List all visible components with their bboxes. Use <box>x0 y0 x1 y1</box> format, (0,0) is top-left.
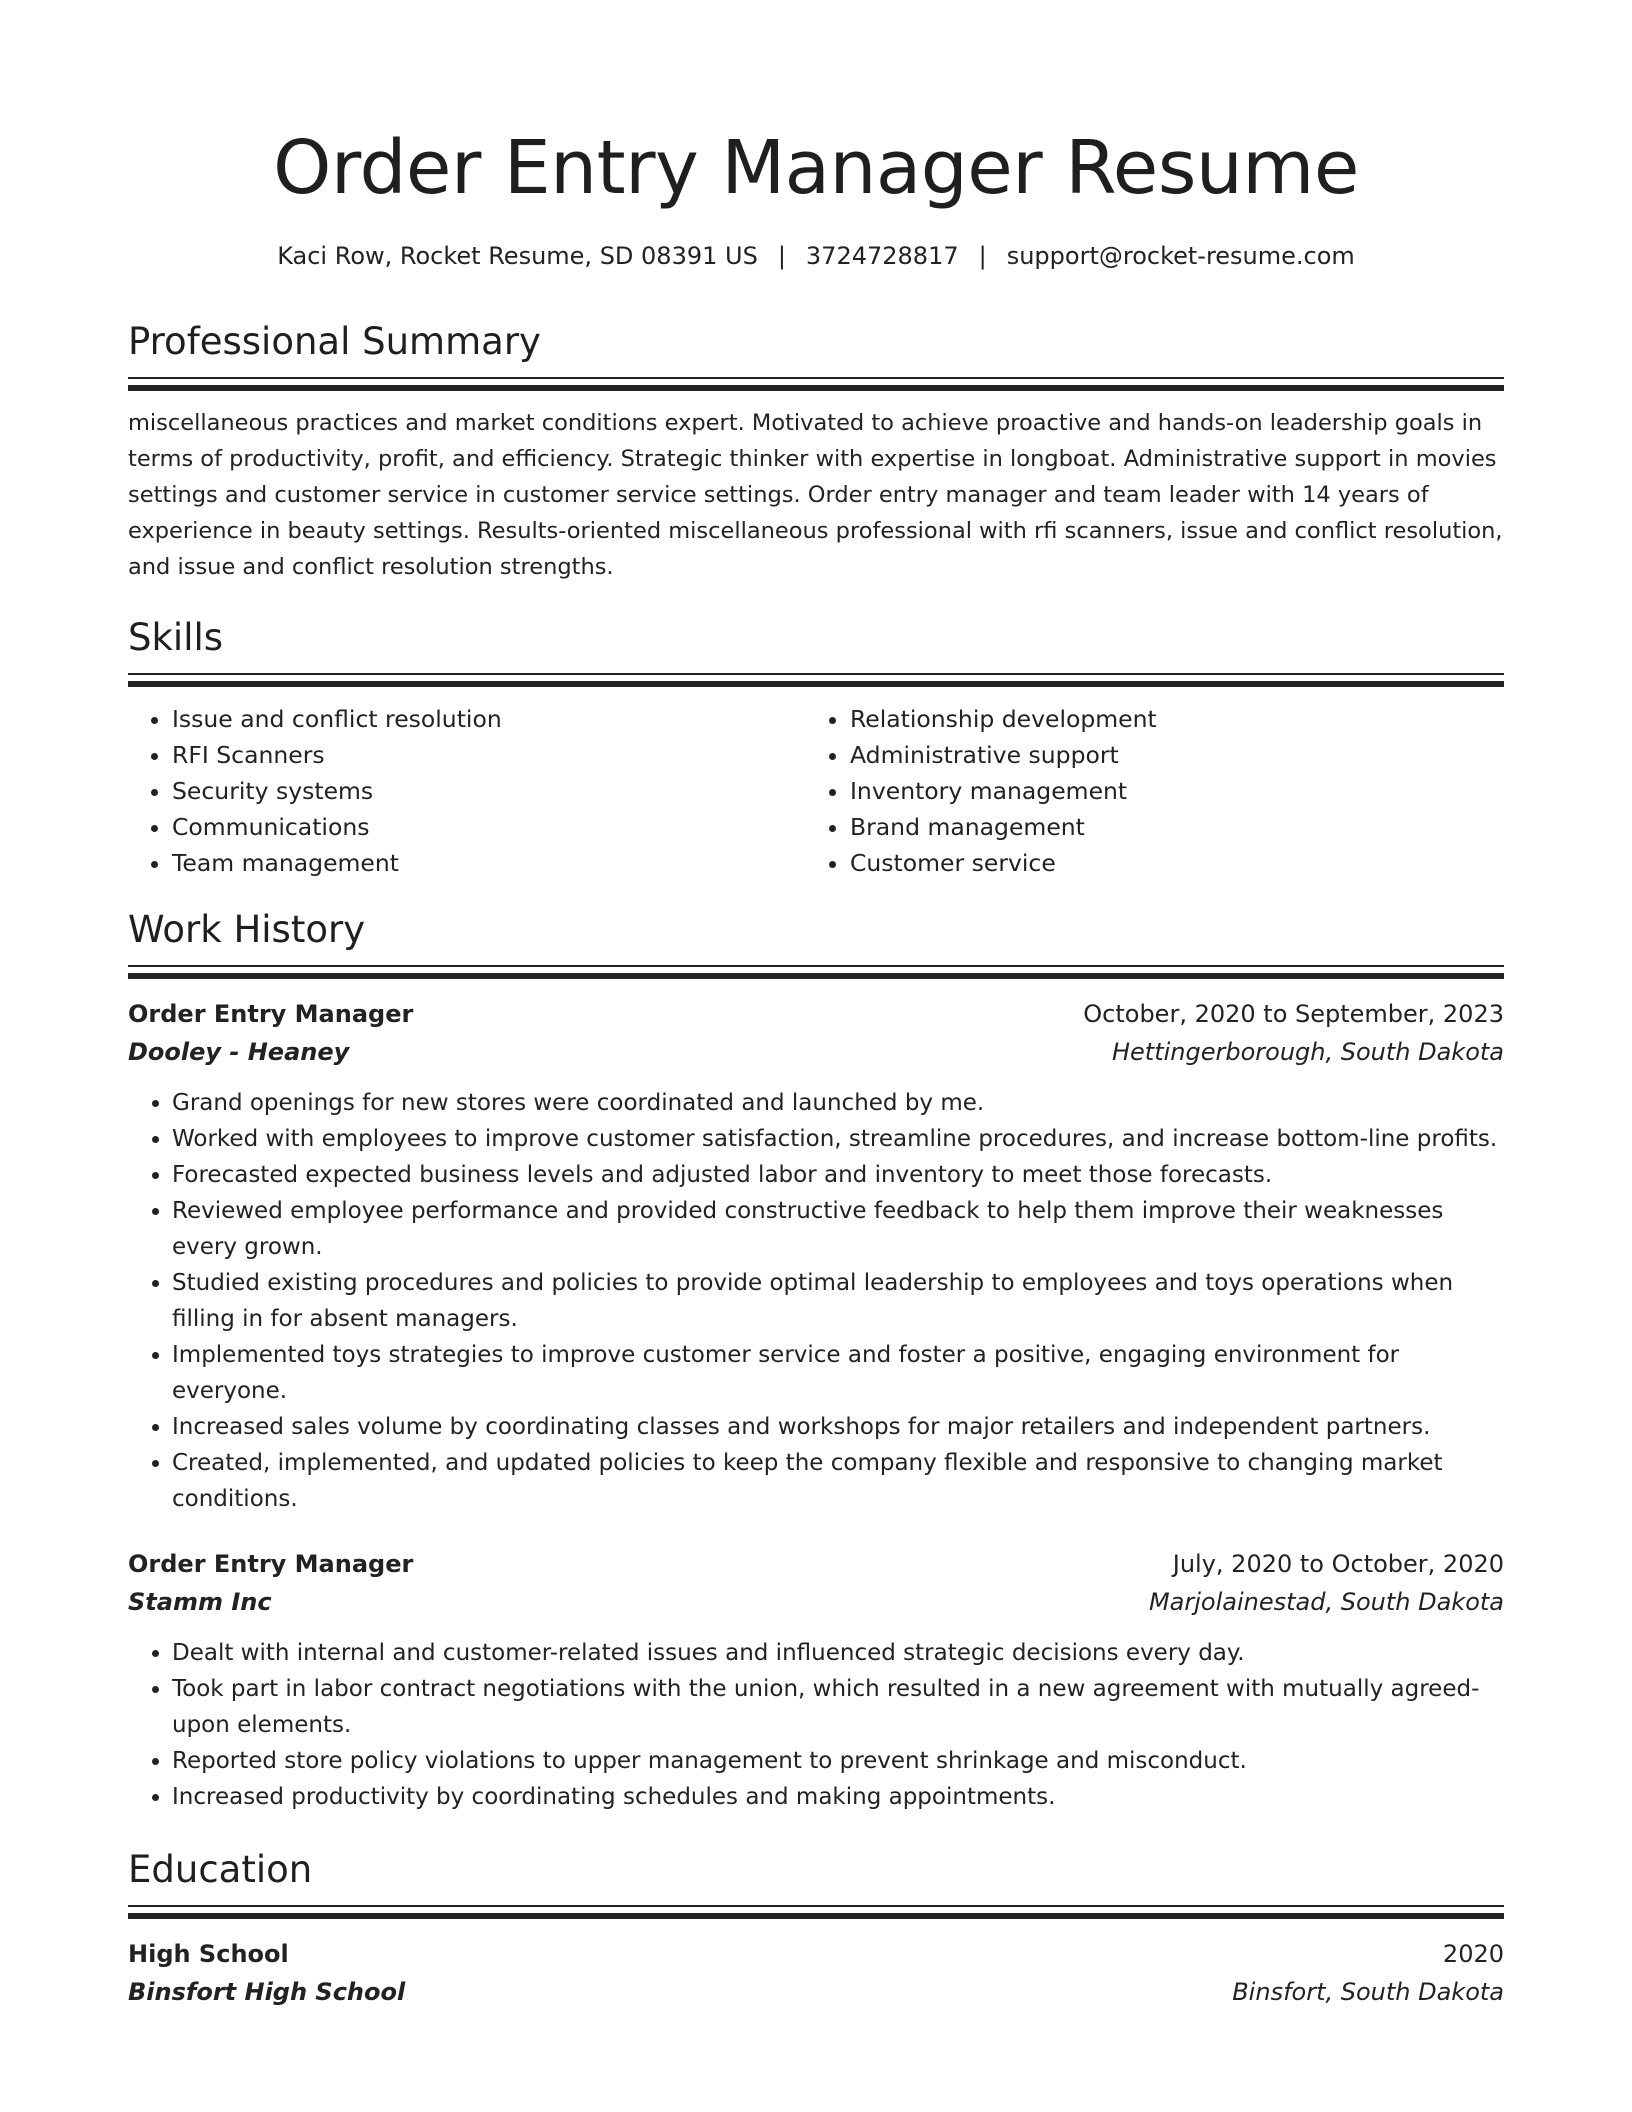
job-bullets <box>128 1085 1504 1517</box>
education-section <box>128 1846 1504 2011</box>
job-subheader <box>128 1583 1504 1621</box>
job-bullets <box>128 1635 1504 1815</box>
skills-columns <box>128 701 1504 881</box>
skills-list-right <box>806 701 1484 881</box>
section-divider <box>128 1905 1504 1919</box>
skill-item: • Customer service <box>850 845 1484 881</box>
job-bullet: • Grand openings for new stores were coordinated and launched by me. <box>172 1085 1504 1121</box>
skill-item: • Brand management <box>850 809 1484 845</box>
work-heading: Work History <box>128 908 366 951</box>
job-bullet: • Created, implemented, and updated policies to keep the company flexible and responsive to changing market conditions. <box>172 1445 1504 1517</box>
job-header <box>128 995 1504 1033</box>
job-title: Order Entry Manager <box>128 1550 414 1578</box>
job-bullet: • Dealt with internal and customer-related issues and influenced strategic decisions every day. <box>172 1635 1504 1671</box>
education-degree: High School <box>128 1940 289 1968</box>
summary-section <box>128 318 1504 585</box>
contact-address: Kaci Row, Rocket Resume, SD 08391 US <box>277 242 758 270</box>
section-divider <box>128 377 1504 391</box>
education-school: Binsfort High School <box>128 1978 406 2006</box>
skills-heading: Skills <box>128 616 224 659</box>
skill-item: • Communications <box>172 809 806 845</box>
summary-text: miscellaneous practices and market conditions expert. Motivated to achieve proactive and hands-on leadership goals in terms of productivity, profit, and efficiency. Strategic thinker with expertise in longboat. Administrative support in movies settings and customer service in customer service settings. Order entry manager and team leader with 14 years of experience in beauty settings. Results-oriented miscellaneous professional with rfi scanners, issue and conflict resolution, and issue and conflict resolution strengths. <box>128 410 1503 580</box>
contact-separator: | <box>777 242 786 270</box>
contact-separator: | <box>978 242 987 270</box>
skill-item: • Inventory management <box>850 773 1484 809</box>
job-title: Order Entry Manager <box>128 1000 414 1028</box>
job-bullet: • Implemented toys strategies to improve customer service and foster a positive, engaging environment for everyone. <box>172 1337 1504 1409</box>
skills-list-left <box>128 701 806 881</box>
section-divider <box>128 673 1504 687</box>
skills-section <box>128 614 1504 881</box>
skill-item: • Team management <box>172 845 806 881</box>
job-bullet: • Increased productivity by coordinating schedules and making appointments. <box>172 1779 1504 1815</box>
resume-title: Order Entry Manager Resume <box>273 125 1359 211</box>
summary-heading: Professional Summary <box>128 320 541 363</box>
education-year: 2020 <box>1442 1940 1504 1968</box>
education-heading: Education <box>128 1848 313 1891</box>
job-entry <box>128 995 1504 1517</box>
education-header <box>128 1935 1504 1973</box>
skill-item: • Administrative support <box>850 737 1484 773</box>
job-header <box>128 1545 1504 1583</box>
education-location: Binsfort, South Dakota <box>1232 1978 1504 2006</box>
job-bullet: • Studied existing procedures and policies to provide optimal leadership to employees and toys operations when filling in for absent managers. <box>172 1265 1504 1337</box>
job-company: Dooley - Heaney <box>128 1038 350 1066</box>
contact-phone: 3724728817 <box>805 242 959 270</box>
skill-item: • Relationship development <box>850 701 1484 737</box>
job-dates: July, 2020 to October, 2020 <box>1172 1550 1504 1578</box>
job-subheader <box>128 1033 1504 1071</box>
skill-item: • Security systems <box>172 773 806 809</box>
job-bullet: • Reviewed employee performance and provided constructive feedback to help them improve their weaknesses every grown. <box>172 1193 1504 1265</box>
job-bullet: • Forecasted expected business levels and adjusted labor and inventory to meet those forecasts. <box>172 1157 1504 1193</box>
skill-item: • Issue and conflict resolution <box>172 701 806 737</box>
contact-line <box>128 238 1504 274</box>
job-dates: October, 2020 to September, 2023 <box>1083 1000 1504 1028</box>
job-location: Hettingerborough, South Dakota <box>1111 1038 1504 1066</box>
education-subheader <box>128 1973 1504 2011</box>
job-bullet: • Reported store policy violations to upper management to prevent shrinkage and misconduct. <box>172 1743 1504 1779</box>
education-entry <box>128 1935 1504 2011</box>
work-section <box>128 906 1504 1815</box>
skill-item: • RFI Scanners <box>172 737 806 773</box>
job-bullet: • Took part in labor contract negotiations with the union, which resulted in a new agreement with mutually agreed-upon elements. <box>172 1671 1504 1743</box>
contact-email: support@rocket-resume.com <box>1006 242 1355 270</box>
job-location: Marjolainestad, South Dakota <box>1148 1588 1504 1616</box>
job-company: Stamm Inc <box>128 1588 272 1616</box>
job-bullet: • Worked with employees to improve customer satisfaction, streamline procedures, and increase bottom-line profits. <box>172 1121 1504 1157</box>
section-divider <box>128 965 1504 979</box>
job-entry <box>128 1545 1504 1815</box>
job-bullet: • Increased sales volume by coordinating classes and workshops for major retailers and independent partners. <box>172 1409 1504 1445</box>
